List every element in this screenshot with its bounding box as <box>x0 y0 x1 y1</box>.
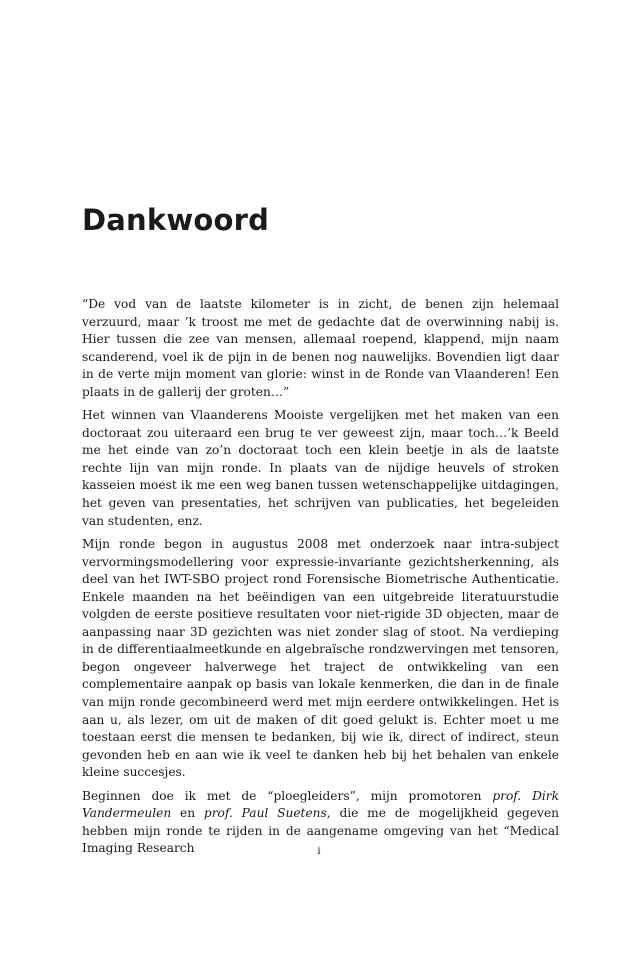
paragraph-thanks-text-3: , die me de mogelijkheid gegeven hebben mijn ronde te rijden in de aangename omgeving van het “Medical Imaging Research <box>82 806 560 856</box>
promoter-name-1: prof. Dirk Vandermeulen <box>82 788 559 821</box>
paragraph-research: Mijn ronde begon in augustus 2008 met onderzoek naar intra-subject vervormingsmodellering voor expressie-invariante gezichtsherkenning, als deel van het IWT-SBO project rond Forensische Biometrische Authenticatie. Enkele maanden na het beëindigen van een uitgebreide literatuurstudie volgden de eerste positieve resultaten voor niet-rigide 3D objecten, maar de aanpassing naar 3D gezichten was niet zonder slag of stoot. Na verdieping in de differentiaalmeetkunde en algebraïsche rondzwervingen met tensoren, begon ongeveer halverwege het traject de ontwikkeling van een complementaire aanpak op basis van lokale kenmerken, die dan in de finale van mijn ronde gecombineerd werd met mijn eerdere ontwikkelingen. Het is aan u, als lezer, om uit de maken of dit goed gelukt is. Echter moet u me toestaan eerst die mensen te bedanken, bij wie ik, direct of indirect, steun gevonden heb en aan wie ik veel te danken heb bij het behalen van enkele kleine succesjes. <box>82 537 559 780</box>
paragraph-comparison: Het winnen van Vlaanderens Mooiste vergelijken met het maken van een doctoraat zou uiteraard een brug te ver geweest zijn, maar toch…’k Beeld me het einde van zo’n doctoraat toch een klein beetje in als de laatste rechte lijn van mijn ronde. In plaats van de nijdige heuvels of stroken kasseien moest ik me een weg banen tussen wetenschappelijke uitdagingen, het geven van presentaties, het schrijven van publicaties, het begeleiden van studenten, enz. <box>82 408 559 528</box>
paragraph-thanks-text-2: en <box>171 806 204 821</box>
chapter-title: Dankwoord <box>82 203 270 237</box>
paragraph-thanks-text-1: Beginnen doe ik met de “ploegleiders”, mijn promotoren <box>82 788 493 803</box>
paragraph-quote: “De vod van de laatste kilometer is in zicht, de benen zijn helemaal verzuurd, maar ’k troost me met de gedachte dat de overwinning nabij is. Hier tussen die zee van mensen, allemaal roepend, klappend, mijn naam scanderend, voel ik de pijn in de benen nog nauwelijks. Bovendien ligt daar in de verte mijn moment van glorie: winst in de Ronde van Vlaanderen! Een plaats in de gallerij der groten…” <box>82 297 559 399</box>
promoter-name-2: prof. Paul Suetens <box>203 806 327 821</box>
page-number: i <box>317 846 321 857</box>
body-text <box>82 296 559 864</box>
